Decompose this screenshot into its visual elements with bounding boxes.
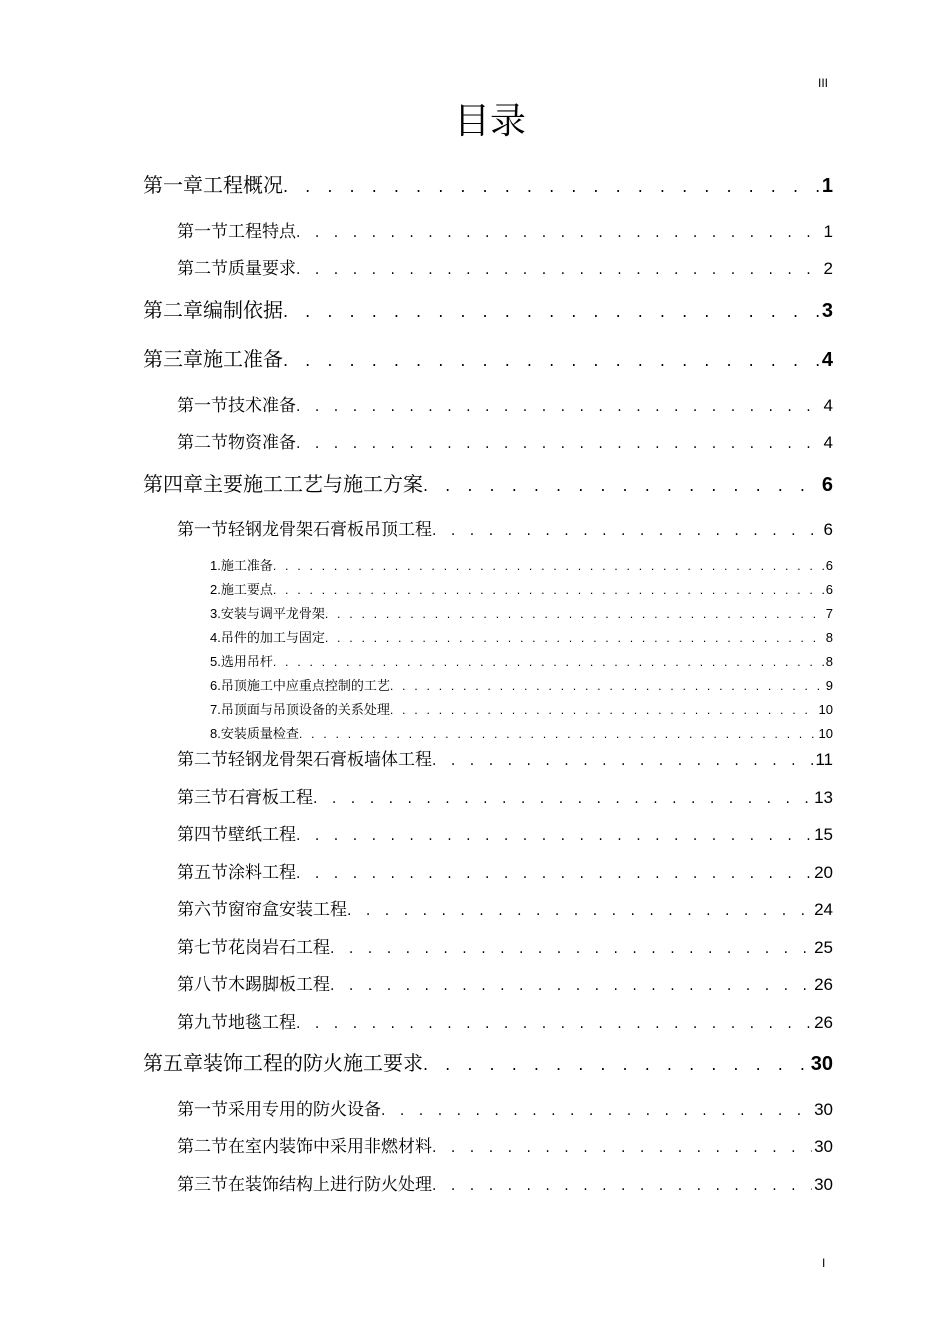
toc-section-entry[interactable] <box>177 256 833 282</box>
toc-subitem-entry[interactable] <box>210 724 833 744</box>
toc-subitem-entry[interactable] <box>210 700 833 720</box>
toc-dot-leader <box>330 936 812 961</box>
toc-entry-page: 6 <box>825 558 833 573</box>
toc-dot-leader <box>283 297 820 325</box>
page-title: 目录 <box>453 101 526 142</box>
toc-subitem-entry[interactable] <box>210 604 833 624</box>
toc-entry-number: 4. <box>210 630 221 645</box>
toc-dot-leader <box>423 471 820 499</box>
toc-entry-label: 第三章施工准备 <box>143 347 283 371</box>
toc-section-entry[interactable] <box>177 935 833 961</box>
toc-dot-leader <box>273 581 824 600</box>
toc-entry-label: 第七节花岗岩石工程 <box>177 938 330 958</box>
toc-section-entry[interactable] <box>177 860 833 886</box>
toc-subitem-entry[interactable] <box>210 556 833 576</box>
footer-page-number: I <box>822 1256 826 1270</box>
toc-subitem-entry[interactable] <box>210 676 833 696</box>
toc-entry-page: 30 <box>810 1053 833 1075</box>
toc-dot-leader <box>347 898 812 923</box>
toc-entry-page: 4 <box>823 396 833 415</box>
toc-dot-leader <box>390 701 817 720</box>
toc-entry-page: 3 <box>821 300 833 322</box>
toc-entry-page: 2 <box>823 259 833 278</box>
header-page-number: III <box>818 76 829 90</box>
toc-dot-leader <box>423 1050 809 1078</box>
toc-entry-label: 第二节物资准备 <box>177 433 296 453</box>
toc-dot-leader <box>283 172 820 200</box>
toc-entry-page: 25 <box>814 938 833 957</box>
toc-entry-number: 8. <box>210 726 221 741</box>
toc-entry-page: 6 <box>823 520 833 539</box>
toc-dot-leader <box>273 653 824 672</box>
toc-entry-label: 第四节壁纸工程 <box>177 825 296 845</box>
toc-dot-leader <box>325 605 824 624</box>
toc-subitem-entry[interactable] <box>210 652 833 672</box>
toc-entry-page: 6 <box>821 474 833 496</box>
toc-entry-label: 第八节木踢脚板工程 <box>177 975 330 995</box>
toc-entry-label: 第二节质量要求 <box>177 259 296 279</box>
toc-entry-number: 1. <box>210 558 221 573</box>
toc-entry-page: 6 <box>825 582 833 597</box>
toc-entry-page: 24 <box>814 900 833 919</box>
toc-section-entry[interactable] <box>177 393 833 419</box>
toc-chapter-entry[interactable] <box>143 295 833 325</box>
toc-entry-page: 8 <box>825 630 833 645</box>
toc-entry-label: 第九节地毯工程 <box>177 1013 296 1033</box>
toc-entry-label: 施工准备 <box>220 559 273 574</box>
toc-entry-label: 第一节轻钢龙骨架石膏板吊顶工程 <box>177 520 432 540</box>
toc-dot-leader <box>432 748 813 773</box>
toc-dot-leader <box>381 1098 812 1123</box>
toc-entry-label: 第一节采用专用的防火设备 <box>177 1100 381 1120</box>
toc-section-entry[interactable] <box>177 219 833 245</box>
toc-dot-leader <box>432 1135 812 1160</box>
toc-section-entry[interactable] <box>177 517 833 543</box>
toc-entry-page: 30 <box>814 1137 833 1156</box>
toc-entry-page: 10 <box>818 702 833 717</box>
toc-section-entry[interactable] <box>177 1172 833 1198</box>
toc-entry-label: 安装与调平龙骨架 <box>220 607 325 622</box>
toc-chapter-entry[interactable] <box>143 1048 833 1078</box>
toc-entry-label: 吊件的加工与固定 <box>220 631 325 646</box>
toc-entry-page: 9 <box>825 678 833 693</box>
toc-section-entry[interactable] <box>177 785 833 811</box>
toc-entry-page: 1 <box>821 175 833 197</box>
toc-entry-number: 2. <box>210 582 221 597</box>
toc-dot-leader <box>296 431 822 456</box>
toc-section-entry[interactable] <box>177 430 833 456</box>
toc-entry-page: 30 <box>814 1100 833 1119</box>
toc-subitem-entry[interactable] <box>210 628 833 648</box>
toc-entry-page: 26 <box>814 1013 833 1032</box>
toc-entry-label: 选用吊杆 <box>220 655 273 670</box>
toc-entry-page: 1 <box>823 222 833 241</box>
toc-dot-leader <box>296 220 822 245</box>
toc-entry-label: 第二节在室内装饰中采用非燃材料 <box>177 1137 432 1157</box>
toc-entry-label: 第三节石膏板工程 <box>177 788 313 808</box>
toc-section-entry[interactable] <box>177 897 833 923</box>
toc-section-entry[interactable] <box>177 1134 833 1160</box>
toc-entry-page: 13 <box>814 788 833 807</box>
toc-entry-label: 第二章编制依据 <box>143 298 283 322</box>
toc-chapter-entry[interactable] <box>143 344 833 374</box>
toc-dot-leader <box>330 973 812 998</box>
toc-entry-number: 6. <box>210 678 221 693</box>
toc-dot-leader <box>273 557 824 576</box>
toc-dot-leader <box>296 861 812 886</box>
toc-entry-page: 10 <box>818 726 833 741</box>
toc-dot-leader <box>283 346 820 374</box>
toc-entry-page: 20 <box>814 863 833 882</box>
toc-entry-label: 第五节涂料工程 <box>177 863 296 883</box>
toc-subitem-entry[interactable] <box>210 580 833 600</box>
toc-entry-page: 30 <box>814 1175 833 1194</box>
toc-section-entry[interactable] <box>177 1097 833 1123</box>
toc-entry-page: 11 <box>815 750 833 769</box>
toc-dot-leader <box>296 1011 812 1036</box>
toc-dot-leader <box>296 394 822 419</box>
toc-entry-label: 第一节技术准备 <box>177 396 296 416</box>
toc-entry-number: 5. <box>210 654 221 669</box>
toc-entry-label: 第二节轻钢龙骨架石膏板墙体工程 <box>177 750 432 770</box>
toc-entry-page: 7 <box>825 606 833 621</box>
toc-entry-label: 安装质量检查 <box>220 727 299 742</box>
toc-section-entry[interactable] <box>177 822 833 848</box>
toc-dot-leader <box>296 257 822 282</box>
toc-dot-leader <box>325 629 824 648</box>
toc-dot-leader <box>299 725 817 744</box>
toc-dot-leader <box>296 823 812 848</box>
toc-entry-label: 吊顶施工中应重点控制的工艺 <box>220 679 390 694</box>
toc-dot-leader <box>313 786 812 811</box>
toc-dot-leader <box>432 1173 812 1198</box>
toc-chapter-entry[interactable] <box>143 469 833 499</box>
toc-dot-leader <box>390 677 824 696</box>
toc-entry-label: 第一章工程概况 <box>143 173 283 197</box>
toc-dot-leader <box>432 518 822 543</box>
toc-entry-label: 第一节工程特点 <box>177 222 296 242</box>
toc-entry-number: 3. <box>210 606 221 621</box>
toc-entry-page: 4 <box>821 349 833 371</box>
toc-entry-page: 8 <box>825 654 833 669</box>
toc-entry-number: 7. <box>210 702 221 717</box>
toc-entry-page: 15 <box>814 825 833 844</box>
toc-entry-label: 第六节窗帘盒安装工程 <box>177 900 347 920</box>
toc-entry-label: 第三节在装饰结构上进行防火处理 <box>177 1175 432 1195</box>
toc-entry-label: 第四章主要施工工艺与施工方案 <box>143 472 423 496</box>
toc-entry-label: 吊顶面与吊顶设备的关系处理 <box>220 703 390 718</box>
toc-section-entry[interactable] <box>177 747 833 773</box>
toc-section-entry[interactable] <box>177 1010 833 1036</box>
toc-section-entry[interactable] <box>177 972 833 998</box>
toc-entry-label: 第五章装饰工程的防火施工要求 <box>143 1051 423 1075</box>
toc-entry-page: 26 <box>814 975 833 994</box>
toc-entry-page: 4 <box>823 433 833 452</box>
toc-entry-label: 施工要点 <box>220 583 273 598</box>
toc-chapter-entry[interactable] <box>143 170 833 200</box>
